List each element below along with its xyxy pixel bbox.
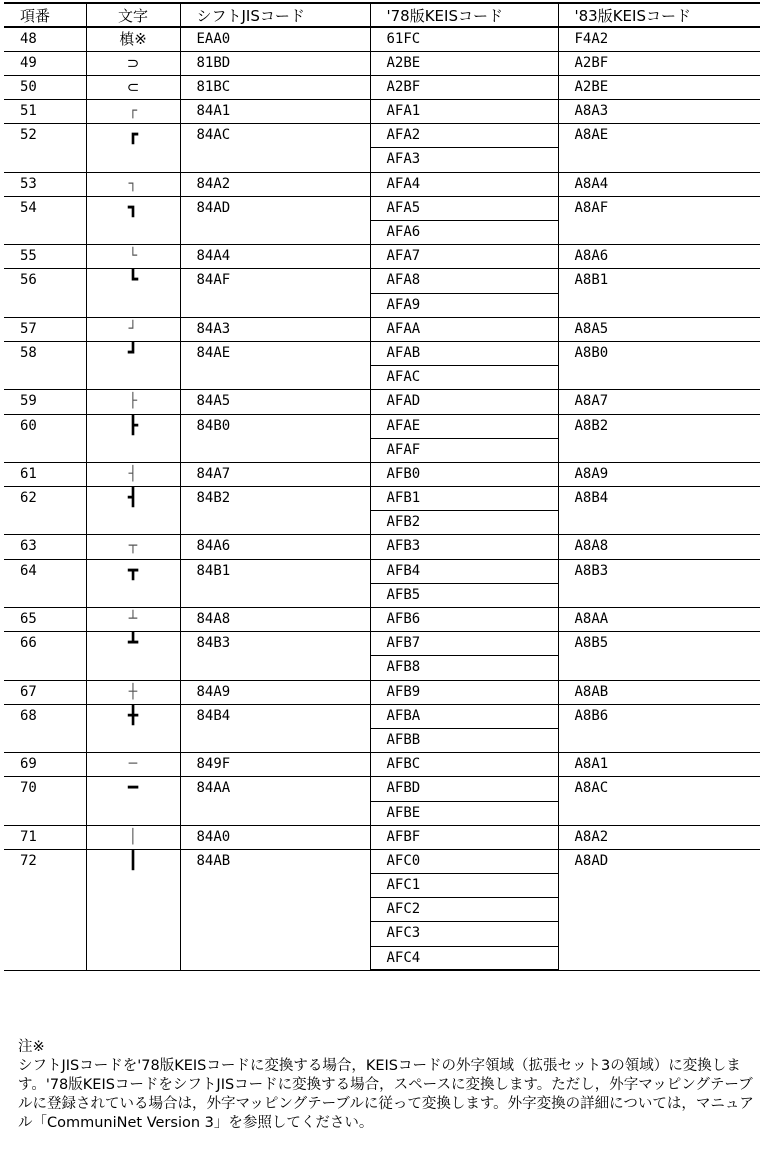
item-number-cell: 50 [4, 75, 86, 99]
keis78-code-cell: AFA9 [370, 293, 558, 317]
keis83-code-cell: F4A2 [558, 27, 760, 51]
keis78-code-cell: AFAA [370, 317, 558, 341]
character-cell: ⊂ [86, 75, 180, 99]
shift-jis-code-cell: 84B4 [180, 704, 370, 752]
shift-jis-code-cell: 84AB [180, 849, 370, 970]
character-cell: │ [86, 825, 180, 849]
keis78-code-cell: AFAC [370, 366, 558, 390]
item-number-cell: 62 [4, 487, 86, 535]
character-cell: ─ [86, 753, 180, 777]
footnote-text: シフトJISコードを'78版KEISコードに変換する場合，KEISコードの外字領域（拡張セット3の領域）に変換します。'78版KEISコードをシフトJISコードに変換する場合，スペースに変換します。ただし，外字マッピングテーブルに登録されている場合は，外字マッピングテーブルに従って変換します。外字変換の詳細については，マニュアル「CommuniNet Version 3」を参照してください。 [18, 1058, 754, 1131]
character-cell: ┘ [86, 317, 180, 341]
keis83-code-cell: A8A3 [558, 100, 760, 124]
item-number-cell: 59 [4, 390, 86, 414]
item-number-cell: 57 [4, 317, 86, 341]
keis78-code-cell: AFB4 [370, 559, 558, 583]
keis83-code-cell: A8AD [558, 849, 760, 970]
keis78-code-cell: AFA4 [370, 172, 558, 196]
keis78-code-cell: AFB1 [370, 487, 558, 511]
item-number-cell: 52 [4, 124, 86, 172]
table-row [4, 317, 760, 341]
keis78-code-cell: AFC2 [370, 898, 558, 922]
keis78-code-cell: AFA5 [370, 196, 558, 220]
character-cell: ┫ [86, 487, 180, 535]
keis78-code-cell: AFB7 [370, 632, 558, 656]
keis78-code-cell: A2BE [370, 51, 558, 75]
item-number-cell: 53 [4, 172, 86, 196]
keis78-code-cell: AFB9 [370, 680, 558, 704]
keis78-code-cell: AFB3 [370, 535, 558, 559]
character-cell: ┳ [86, 559, 180, 607]
shift-jis-code-cell: 84AD [180, 196, 370, 244]
table-row [4, 124, 760, 148]
keis83-code-cell: A2BE [558, 75, 760, 99]
keis78-code-cell: AFB8 [370, 656, 558, 680]
character-cell: ╋ [86, 704, 180, 752]
header-keis83-code: '83版KEISコード [558, 3, 760, 27]
keis83-code-cell: A8AB [558, 680, 760, 704]
character-cell: ━ [86, 777, 180, 825]
character-cell: ┬ [86, 535, 180, 559]
keis78-code-cell: AFBE [370, 801, 558, 825]
keis83-code-cell: A8A2 [558, 825, 760, 849]
shift-jis-code-cell: 84A0 [180, 825, 370, 849]
table-row [4, 100, 760, 124]
table-row [4, 269, 760, 293]
keis78-code-cell: AFA8 [370, 269, 558, 293]
keis83-code-cell: A8A9 [558, 462, 760, 486]
shift-jis-code-cell: 84B0 [180, 414, 370, 462]
table-row [4, 825, 760, 849]
item-number-cell: 68 [4, 704, 86, 752]
character-cell: 槙※ [86, 27, 180, 51]
table-row [4, 680, 760, 704]
table-row [4, 462, 760, 486]
character-cell: ┼ [86, 680, 180, 704]
footnote [18, 1038, 763, 1133]
table-row [4, 75, 760, 99]
table-row [4, 172, 760, 196]
header-item-number: 項番 [4, 3, 86, 27]
item-number-cell: 71 [4, 825, 86, 849]
keis78-code-cell: AFA7 [370, 245, 558, 269]
character-cell: ┴ [86, 608, 180, 632]
shift-jis-code-cell: 84A6 [180, 535, 370, 559]
keis83-code-cell: A8A7 [558, 390, 760, 414]
shift-jis-code-cell: 84A5 [180, 390, 370, 414]
table-header-row [4, 3, 760, 27]
character-cell: ┛ [86, 341, 180, 389]
keis83-code-cell: A8AC [558, 777, 760, 825]
table-row [4, 753, 760, 777]
shift-jis-code-cell: 84A2 [180, 172, 370, 196]
keis83-code-cell: A8B2 [558, 414, 760, 462]
keis78-code-cell: AFC0 [370, 849, 558, 873]
shift-jis-code-cell: 84AE [180, 341, 370, 389]
character-cell: ⊃ [86, 51, 180, 75]
keis78-code-cell: AFA2 [370, 124, 558, 148]
item-number-cell: 67 [4, 680, 86, 704]
item-number-cell: 51 [4, 100, 86, 124]
table-row [4, 777, 760, 801]
shift-jis-code-cell: 81BD [180, 51, 370, 75]
character-cell: ┗ [86, 269, 180, 317]
item-number-cell: 72 [4, 849, 86, 970]
keis83-code-cell: A8A5 [558, 317, 760, 341]
table-row [4, 196, 760, 220]
table-row [4, 559, 760, 583]
keis83-code-cell: A8AA [558, 608, 760, 632]
shift-jis-code-cell: 84B2 [180, 487, 370, 535]
keis78-code-cell: AFBC [370, 753, 558, 777]
table-row [4, 487, 760, 511]
keis83-code-cell: A8A1 [558, 753, 760, 777]
table-row [4, 849, 760, 873]
shift-jis-code-cell: EAA0 [180, 27, 370, 51]
keis83-code-cell: A8B5 [558, 632, 760, 680]
character-cell: ┤ [86, 462, 180, 486]
keis78-code-cell: AFBB [370, 728, 558, 752]
shift-jis-code-cell: 849F [180, 753, 370, 777]
character-cell: └ [86, 245, 180, 269]
item-number-cell: 64 [4, 559, 86, 607]
table-row [4, 390, 760, 414]
table-row [4, 632, 760, 656]
keis83-code-cell: A2BF [558, 51, 760, 75]
footnote-mark: 注※ [18, 1039, 45, 1055]
keis78-code-cell: 61FC [370, 27, 558, 51]
shift-jis-code-cell: 84A9 [180, 680, 370, 704]
table-row [4, 535, 760, 559]
keis83-code-cell: A8A6 [558, 245, 760, 269]
character-cell: ┐ [86, 172, 180, 196]
keis78-code-cell: AFA1 [370, 100, 558, 124]
shift-jis-code-cell: 84B1 [180, 559, 370, 607]
table-row [4, 341, 760, 365]
shift-jis-code-cell: 84AC [180, 124, 370, 172]
table-row [4, 27, 760, 51]
item-number-cell: 48 [4, 27, 86, 51]
keis78-code-cell: AFA3 [370, 148, 558, 172]
shift-jis-code-cell: 81BC [180, 75, 370, 99]
keis83-code-cell: A8AE [558, 124, 760, 172]
keis78-code-cell: AFBF [370, 825, 558, 849]
keis83-code-cell: A8B6 [558, 704, 760, 752]
keis78-code-cell: AFBD [370, 777, 558, 801]
character-cell: ┣ [86, 414, 180, 462]
keis78-code-cell: AFAE [370, 414, 558, 438]
table-row [4, 608, 760, 632]
keis78-code-cell: AFC4 [370, 946, 558, 970]
character-cell: ┓ [86, 196, 180, 244]
keis83-code-cell: A8B1 [558, 269, 760, 317]
keis78-code-cell: AFBA [370, 704, 558, 728]
header-character: 文字 [86, 3, 180, 27]
keis78-code-cell: AFC3 [370, 922, 558, 946]
table-row [4, 704, 760, 728]
keis78-code-cell: AFB5 [370, 583, 558, 607]
character-cell: ┏ [86, 124, 180, 172]
keis83-code-cell: A8B3 [558, 559, 760, 607]
header-shift-jis-code: シフトJISコード [180, 3, 370, 27]
character-cell: ┃ [86, 849, 180, 970]
item-number-cell: 60 [4, 414, 86, 462]
keis83-code-cell: A8B4 [558, 487, 760, 535]
item-number-cell: 70 [4, 777, 86, 825]
item-number-cell: 65 [4, 608, 86, 632]
keis78-code-cell: AFB0 [370, 462, 558, 486]
item-number-cell: 66 [4, 632, 86, 680]
character-cell: ┻ [86, 632, 180, 680]
shift-jis-code-cell: 84AF [180, 269, 370, 317]
keis78-code-cell: AFA6 [370, 221, 558, 245]
item-number-cell: 63 [4, 535, 86, 559]
character-cell: ├ [86, 390, 180, 414]
keis78-code-cell: AFAD [370, 390, 558, 414]
shift-jis-code-cell: 84AA [180, 777, 370, 825]
table-row [4, 51, 760, 75]
shift-jis-code-cell: 84A3 [180, 317, 370, 341]
keis83-code-cell: A8AF [558, 196, 760, 244]
item-number-cell: 58 [4, 341, 86, 389]
keis78-code-cell: AFB6 [370, 608, 558, 632]
table-row [4, 414, 760, 438]
keis83-code-cell: A8B0 [558, 341, 760, 389]
keis83-code-cell: A8A8 [558, 535, 760, 559]
code-conversion-table [4, 2, 760, 971]
item-number-cell: 61 [4, 462, 86, 486]
item-number-cell: 69 [4, 753, 86, 777]
keis78-code-cell: AFAF [370, 438, 558, 462]
item-number-cell: 54 [4, 196, 86, 244]
header-keis78-code: '78版KEISコード [370, 3, 558, 27]
character-cell: ┌ [86, 100, 180, 124]
shift-jis-code-cell: 84A4 [180, 245, 370, 269]
table-body [4, 27, 760, 970]
shift-jis-code-cell: 84A8 [180, 608, 370, 632]
shift-jis-code-cell: 84A1 [180, 100, 370, 124]
keis78-code-cell: AFC1 [370, 874, 558, 898]
keis78-code-cell: AFAB [370, 341, 558, 365]
keis78-code-cell: AFB2 [370, 511, 558, 535]
keis83-code-cell: A8A4 [558, 172, 760, 196]
keis78-code-cell: A2BF [370, 75, 558, 99]
item-number-cell: 56 [4, 269, 86, 317]
table-row [4, 245, 760, 269]
shift-jis-code-cell: 84A7 [180, 462, 370, 486]
shift-jis-code-cell: 84B3 [180, 632, 370, 680]
item-number-cell: 55 [4, 245, 86, 269]
item-number-cell: 49 [4, 51, 86, 75]
